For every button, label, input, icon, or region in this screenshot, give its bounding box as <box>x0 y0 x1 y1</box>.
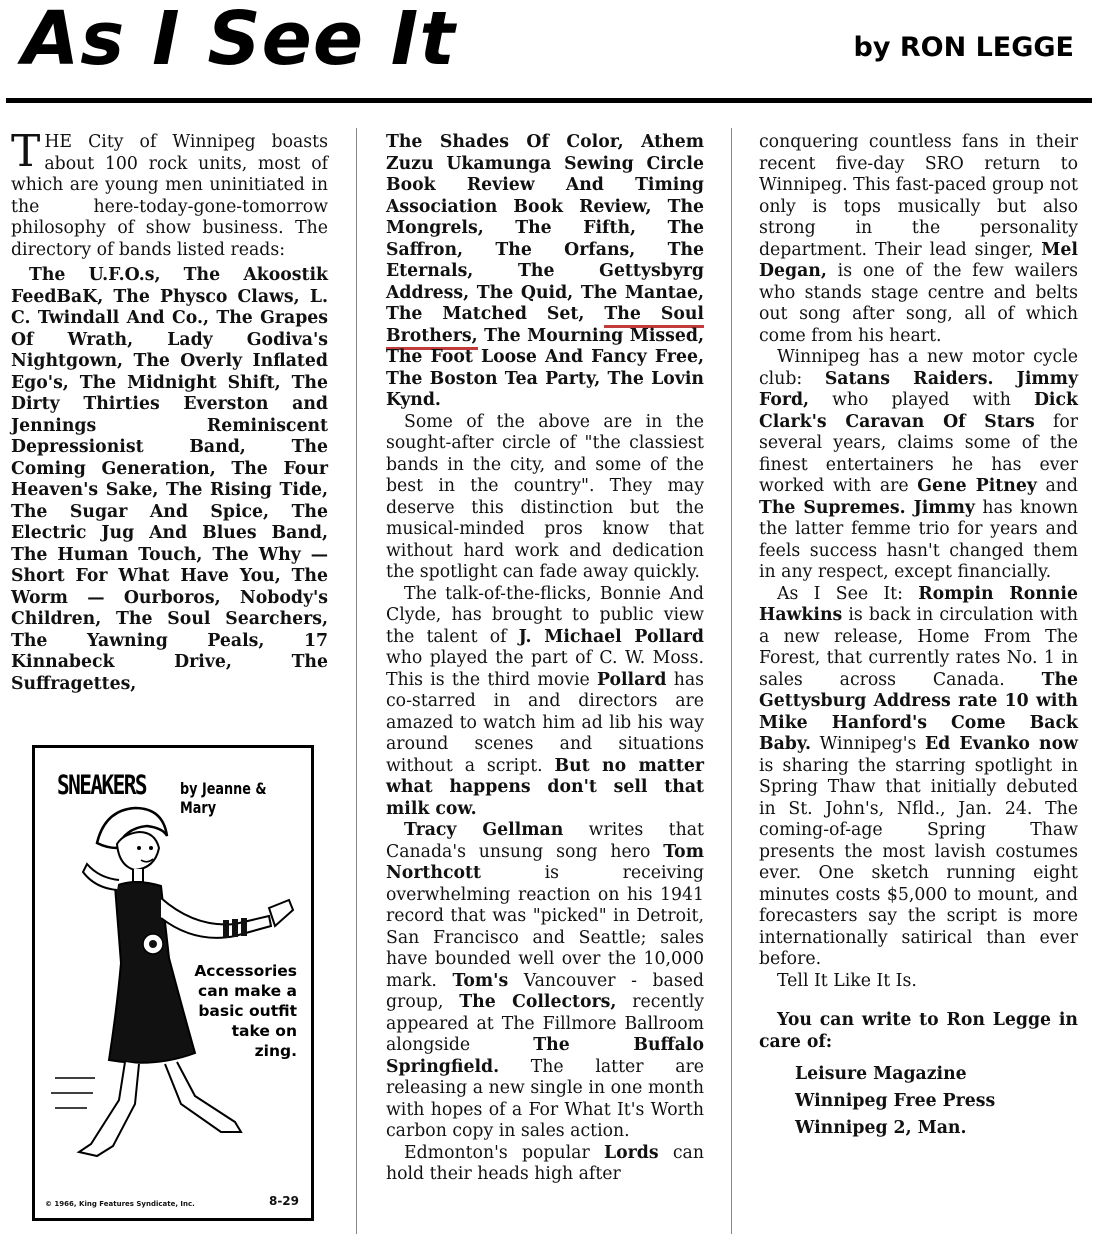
cartoon-copyright: © 1966, King Features Syndicate, Inc. <box>45 1200 195 1208</box>
intro-paragraph <box>11 126 328 261</box>
name: Tom Northcott <box>386 841 704 883</box>
band-list-continued <box>386 132 704 412</box>
article-column-2 <box>386 132 704 1186</box>
text: Vancouver - based group, <box>386 970 704 1012</box>
paragraph <box>759 584 1078 971</box>
paragraph: Tell It Like It Is. <box>777 970 917 991</box>
name: The Collectors, <box>459 992 617 1012</box>
text: recently appeared at The Fillmore Ballroom alongside <box>386 992 704 1055</box>
text: Winnipeg's <box>810 734 925 754</box>
text: for several years, claims some of the finest entertainers he has ever worked with are <box>759 411 1079 496</box>
paragraph <box>759 132 1078 347</box>
cartoon-caption: Accessories can make a basic outfit take on zing. <box>194 962 297 1060</box>
column-title: As I See It <box>22 0 456 82</box>
text: and <box>1036 476 1078 496</box>
name: Ed Evanko now <box>924 734 1078 754</box>
paragraph <box>386 1143 704 1186</box>
text: Winnipeg has a new motor cycle club: <box>759 347 1078 389</box>
name: Dick Clark's Caravan Of Stars <box>759 390 1078 432</box>
name: Satans Raiders. <box>824 368 994 389</box>
column-divider <box>731 128 732 1234</box>
text: writes that Canada's unsung song hero <box>386 820 704 862</box>
text: As I See It: <box>777 583 919 604</box>
text: conquering countless fans in their recent five-day SRO return to Winnipeg. This fast-paced group not only is tops musically but also strong in the personality department. Their lead singer, <box>759 132 1078 260</box>
text: Edmonton's popular <box>404 1142 604 1163</box>
sneakers-cartoon <box>32 745 314 1221</box>
mailing-address <box>795 1061 1078 1142</box>
contact-note <box>759 1010 1078 1142</box>
column-divider <box>356 128 357 1234</box>
cartoon-number: 8-29 <box>268 1194 299 1208</box>
address-line: Winnipeg 2, Man. <box>795 1118 967 1138</box>
text: who played with <box>809 390 1034 410</box>
name: J. Michael Pollard <box>518 626 704 647</box>
text: has known the latter femme trio for years and feels success hasn't changed them in any respect, except financially. <box>759 497 1078 582</box>
bold-text: But no matter what happens don't sell that milk cow. <box>386 755 704 819</box>
paragraph <box>386 584 704 821</box>
address-line: Leisure Magazine <box>795 1064 967 1084</box>
band-list-part: The Mourning Missed, The Foot Loose And Fancy Free, The Boston Tea Party, The Lovin Kynd. <box>386 325 704 410</box>
drop-cap: T <box>11 126 41 177</box>
contact-text: You can write to Ron Legge in care of: <box>759 1010 1078 1052</box>
text: is receiving overwhelming reaction on his 1941 record that was "picked" in Detroit, San Francisco and Seattle; sales have bounded well over the 10,000 mark. <box>386 863 704 991</box>
text: The latter are releasing a new single in one month with hopes of a For What It's Worth carbon copy in sales action. <box>386 1056 704 1141</box>
name: The Supremes. <box>759 497 906 518</box>
name: Lords <box>604 1142 659 1163</box>
name: Jimmy <box>905 497 975 518</box>
bold-text: The Gettysburg Address rate 10 with Mike Hanford's Come Back Baby. <box>759 669 1078 754</box>
article-column-3 <box>759 132 1078 1142</box>
name: Pollard <box>596 669 667 690</box>
text: who played the part of C. W. Moss. This is the third movie <box>386 648 704 690</box>
text: is one of the few wailers who stands stage centre and belts out song after song, all of which come from his heart. <box>759 261 1078 346</box>
text: is back in circulation with a new release, Home From The Forest, that currently rates No. 1 in sales across Canada. <box>759 605 1078 690</box>
name: Jimmy Ford, <box>759 368 1078 410</box>
intro-text: HE City of Winnipeg boasts about 100 rock units, most of which are young men uninitiated in the here-today-gone-tomorrow philosophy of show business. The directory of bands listed reads: <box>11 132 328 260</box>
name: The Buffalo Springfield. <box>386 1035 704 1077</box>
paragraph: Some of the above are in the sought-after circle of "the classiest bands in the city, and some of the best in the country". They may deserve this distinction but the musical-minded pros know that without hard work and dedication the spotlight can fade away quickly. <box>386 411 704 582</box>
article-column-1 <box>11 126 328 695</box>
header-rule <box>6 98 1092 103</box>
name: Gene Pitney <box>917 476 1037 496</box>
text: is sharing the starring spotlight in Spring Thaw that initially debuted in St. John's, Nfld., Jan. 24. The coming-of-age Spring Thaw presents the most lavish costumes ever. One sketch running eight minutes costs $5,000 to mount, and forecasters say the script is more internationally satirical than ever before. <box>759 755 1078 969</box>
text: can hold their heads high after <box>386 1142 704 1184</box>
band-list-part: The Shades Of Color, Athem Zuzu Ukamunga Sewing Circle Book Review And Timing Association Book Review, The Mongrels, The Fifth, The Saffron, The Orfans, The Eternals, The Gettysbyrg Address, The Quid, The Mantae, The Matched Set, <box>386 132 704 324</box>
cartoon-credit: by Jeanne & Mary <box>180 779 267 817</box>
name: Tracy Gellman <box>404 820 564 840</box>
paragraph <box>759 347 1078 584</box>
paragraph <box>386 820 704 1143</box>
name: Rompin Ronnie Hawkins <box>759 583 1078 625</box>
band-list: The U.F.O.s, The Akoostik FeedBaK, The Physco Claws, L. C. Twindall And Co., The Grapes Of Wrath, Lady Godiva's Nightgown, The Overly Inflated Ego's, The Midnight Shift, The Dirty Thirties Everston and Jennings Reminiscent Depressionist Band, The Coming Generation, The Four Heaven's Sake, The Rising Tide, The Sugar And Spice, The Electric Jug And Blues Band, The Human Touch, The Why — Short For What Have You, The Worm — Ourboros, Nobody's Children, The Soul Searchers, The Yawning Peals, 17 Kinnabeck Drive, The Suffragettes, <box>11 265 328 694</box>
name: Tom's <box>452 970 509 991</box>
text: The talk-of-the-flicks, Bonnie And Clyde, has brought to public view the talent of <box>386 583 704 647</box>
name: Mel Degan, <box>759 239 1078 281</box>
cartoon-title: SNEAKERS <box>57 770 146 801</box>
underlined-band: The Soul Brothers, <box>386 304 704 350</box>
text: has co-starred in and directors are amazed to watch him ad lib his way around scenes and situations without a script. <box>386 669 705 776</box>
byline: by RON LEGGE <box>853 32 1074 63</box>
address-line: Winnipeg Free Press <box>795 1091 996 1111</box>
